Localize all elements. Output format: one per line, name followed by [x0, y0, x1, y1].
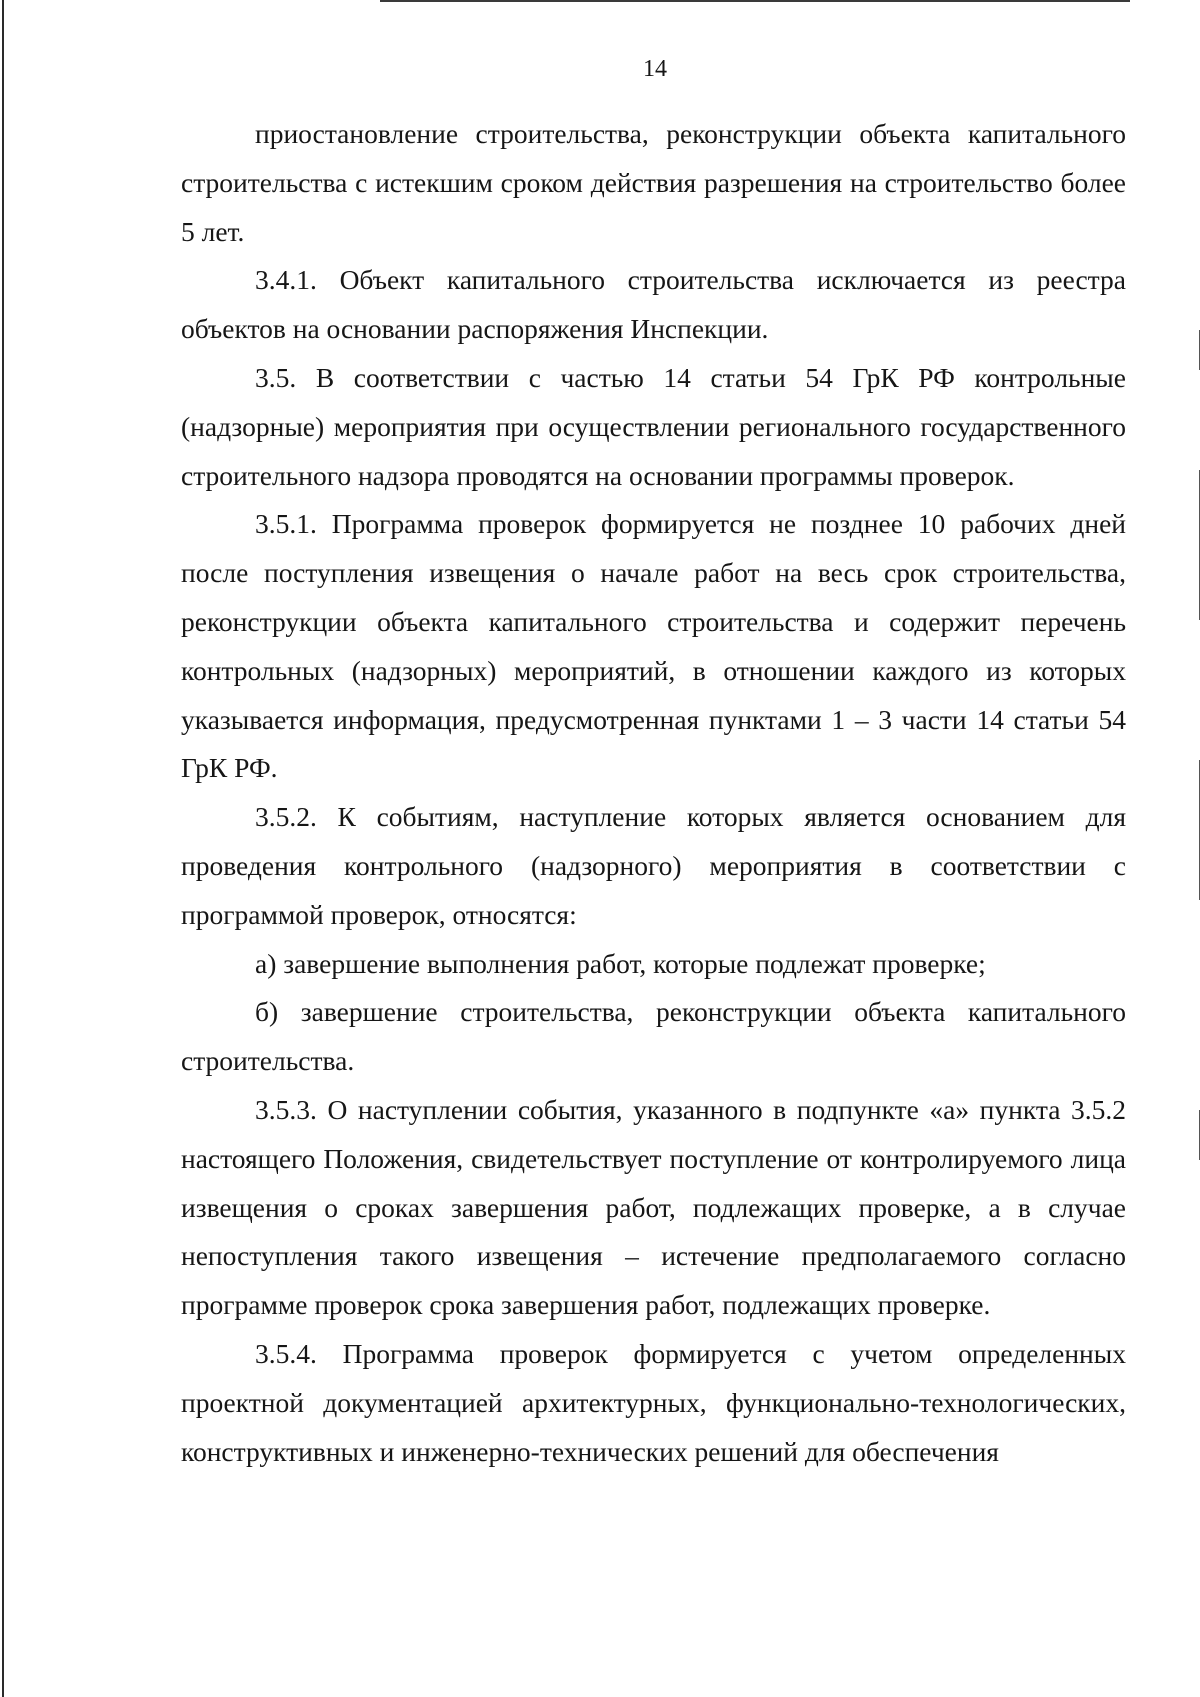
paragraph: приостановление строительства, реконструкции объекта капитального строительства с истекшим сроком действия разрешения на строительство более 5 лет.	[181, 118, 1126, 247]
paragraph: 3.5.2. К событиям, наступление которых является основанием для проведения контрольного (надзорного) мероприятия в соответствии с программой проверок, относятся:	[181, 801, 1126, 930]
paragraph: 3.5.3. О наступлении события, указанного в подпункте «а» пункта 3.5.2 настоящего Положения, свидетельствует поступление от контролируемого лица извещения о сроках завершения работ, подлежащих проверке, а в случае непоступления такого извещения – истечение предполагаемого согласно программе проверок срока завершения работ, подлежащих проверке.	[181, 1093, 1126, 1321]
paragraph: 3.5.1. Программа проверок формируется не позднее 10 рабочих дней после поступления извещения о начале работ на весь срок строительства, реконструкции объекта капитального строительства и содержит перечень контрольных (надзорных) мероприятий, в отношении каждого из которых указывается информация, предусмотренная пунктами 1 – 3 части 14 статьи 54 ГрК РФ.	[181, 508, 1126, 784]
scan-border-top	[380, 0, 1130, 2]
paragraph: 3.5.4. Программа проверок формируется с учетом определенных проектной документацией архитектурных, функционально-технологических, конструктивных и инженерно-технических решений для обеспечения	[181, 1337, 1126, 1467]
paragraph: 3.4.1. Объект капитального строительства исключается из реестра объектов на основании распоряжения Инспекции.	[181, 264, 1126, 345]
scan-border-left	[2, 0, 4, 1697]
page-number: 14	[643, 56, 667, 82]
paragraph: а) завершение выполнения работ, которые подлежат проверке;	[255, 947, 986, 979]
paragraph: 3.5. В соответствии с частью 14 статьи 54 ГрК РФ контрольные (надзорные) мероприятия при осуществлении регионального государственного строительного надзора проводятся на основании программы проверок.	[181, 361, 1126, 491]
document-body	[181, 110, 1126, 1476]
paragraph: б) завершение строительства, реконструкции объекта капитального строительства.	[181, 996, 1126, 1077]
